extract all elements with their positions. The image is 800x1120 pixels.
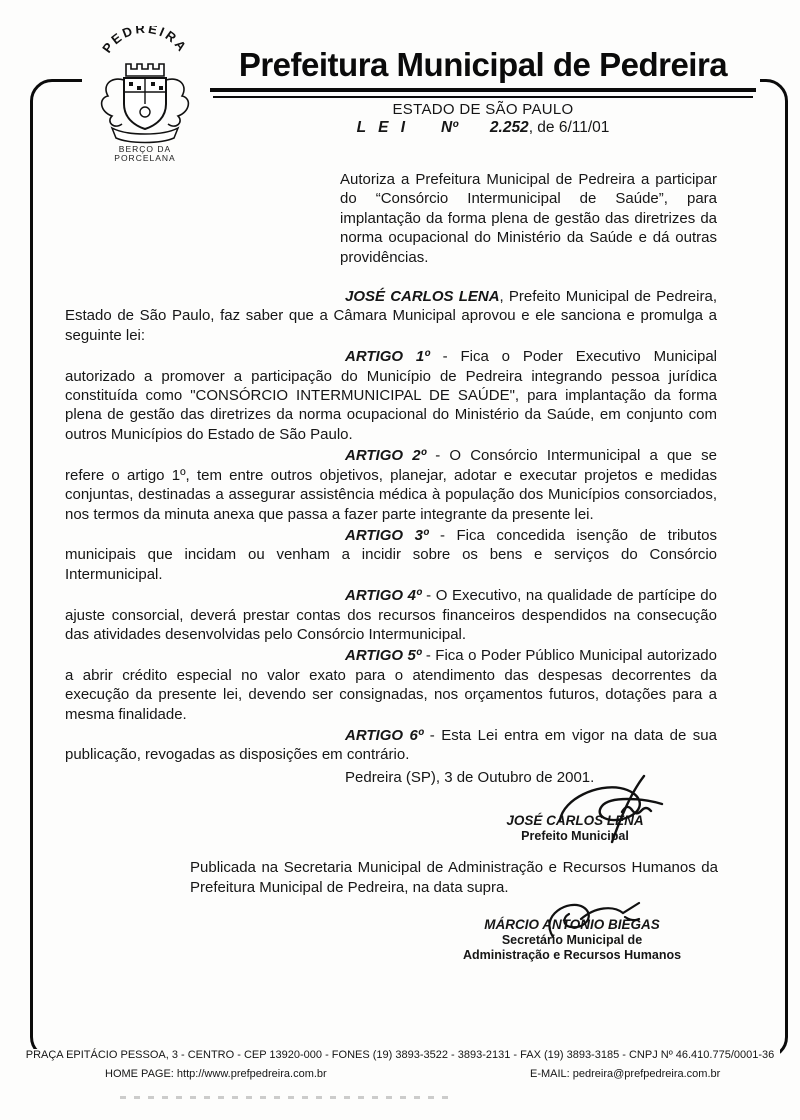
coat-of-arms-icon	[82, 26, 208, 164]
article-2-label: ARTIGO 2º	[345, 447, 427, 465]
article-4-paragraph	[65, 586, 717, 644]
article-1-text: - Fica o Poder Executivo Municipal autorizado a promover a participação do Município de Pedreira integrando pessoa jurídica constituída como "CONSÓRCIO INTERMUNICIPAL DE SAÚDE", para implantação da forma plena de gestão das diretrizes da norma ocupacional do Ministério da Saúde, em conjunto com outros Municípios do Estado de São Paulo.	[65, 348, 717, 443]
mayor-signature-role: Prefeito Municipal	[521, 829, 629, 844]
law-summary: Autoriza a Prefeitura Municipal de Pedreira a participar do “Consórcio Intermunicipal de Saúde”, para implantação da forma plena de gestão das diretrizes da norma ocupacional do Ministério da Saúde e dá outras providências.	[340, 171, 717, 266]
crest-motto-line2: PORCELANA	[114, 153, 176, 163]
mayor-signature-name: JOSÉ CARLOS LENA	[506, 813, 644, 829]
preamble-paragraph	[65, 287, 717, 345]
article-1-label: ARTIGO 1º	[345, 348, 430, 366]
article-4-text: - O Executivo, na qualidade de partícipe do ajuste consorcial, deverá prestar contas dos recursos financeiros despendidos na consecução das atividades desenvolvidas pelo Consórcio Intermunicipal.	[65, 587, 717, 643]
scan-artifact	[120, 1096, 450, 1099]
page-title: Prefeitura Municipal de Pedreira	[210, 46, 756, 92]
article-2-text: - O Consórcio Intermunicipal a que se refere o artigo 1º, tem entre outros objetivos, planejar, adotar e executar projetos e medidas conjuntas, destinadas a assegurar assistência médica à população dos Municípios consorciados, nos termos da minuta anexa que passa a fazer parte integrante da presente lei.	[65, 447, 717, 523]
preamble-text: , Prefeito Municipal de Pedreira, Estado de São Paulo, faz saber que a Câmara Municipal aprovou e ele sanciona e promulga a seguinte lei:	[65, 288, 717, 344]
article-6-paragraph	[65, 726, 717, 765]
article-5-text: - Fica o Poder Público Municipal autorizado a abrir crédito especial no valor exato para o atendimento das despesas decorrentes da execução da presente lei, devendo ser consignadas, nos orçamentos futuros, dotações para a mesma finalidade.	[65, 647, 717, 723]
article-4-label: ARTIGO 4º	[345, 587, 422, 605]
article-5-label: ARTIGO 5º	[345, 647, 422, 665]
secretary-signature-name: MÁRCIO ANTONIO BIEGAS	[484, 917, 660, 932]
masthead	[206, 46, 760, 137]
footer-homepage: HOME PAGE: http://www.prefpedreira.com.br	[105, 1068, 327, 1080]
footer-address-line	[0, 1049, 800, 1061]
law-number-label: Nº	[441, 119, 458, 136]
law-number: 2.252	[489, 119, 529, 136]
article-3-label: ARTIGO 3º	[345, 526, 429, 544]
footer-email: E-MAIL: pedreira@prefpedreira.com.br	[530, 1068, 721, 1080]
state-line: ESTADO DE SÃO PAULO	[392, 101, 574, 118]
law-line	[210, 119, 756, 137]
mayor-name: JOSÉ CARLOS LENA	[345, 288, 500, 306]
secretary-signature-role-1: Secretário Municipal de	[501, 933, 643, 947]
secretary-handwritten-signature-icon	[525, 895, 655, 951]
title-underline	[213, 96, 754, 98]
mayor-handwritten-signature-icon	[550, 772, 690, 850]
crest-city-name: PEDREIRA	[99, 26, 191, 56]
svg-text:PEDREIRA	[99, 26, 191, 56]
publication-note: Publicada na Secretaria Municipal de Administração e Recursos Humanos da Prefeitura Municipal de Pedreira, na data supra.	[190, 859, 718, 896]
article-2-paragraph	[65, 446, 717, 524]
article-6-text: - Esta Lei entra em vigor na data de sua publicação, revogadas as disposições em contrário.	[65, 726, 717, 764]
article-3-paragraph	[65, 526, 717, 584]
law-date: , de 6/11/01	[528, 119, 610, 136]
article-6-label: ARTIGO 6º	[345, 726, 424, 744]
article-3-text: - Fica concedida isenção de tributos municipais que incidam ou venham a incidir sobre os bens e serviços do Consórcio Intermunicipal.	[65, 526, 717, 583]
article-1-paragraph	[65, 347, 717, 444]
crest-crown-icon	[126, 64, 164, 76]
article-5-paragraph	[65, 646, 717, 724]
crest-ribbon-icon	[112, 128, 178, 143]
crest-motto-line1: BERÇO DA	[118, 144, 172, 154]
dateline: Pedreira (SP), 3 de Outubro de 2001.	[345, 768, 595, 786]
coat-of-arms	[82, 26, 208, 164]
secretary-signature-role-2: Administração e Recursos Humanos	[462, 948, 682, 962]
law-label: L E I	[356, 119, 410, 136]
footer-address-text: PRAÇA EPITÁCIO PESSOA, 3 - CENTRO - CEP 13920-000 - FONES (19) 3893-3522 - 3893-2131 - FAX (19) 3893-3185 - CNPJ Nº 46.410.775/0001-36	[20, 1049, 781, 1061]
